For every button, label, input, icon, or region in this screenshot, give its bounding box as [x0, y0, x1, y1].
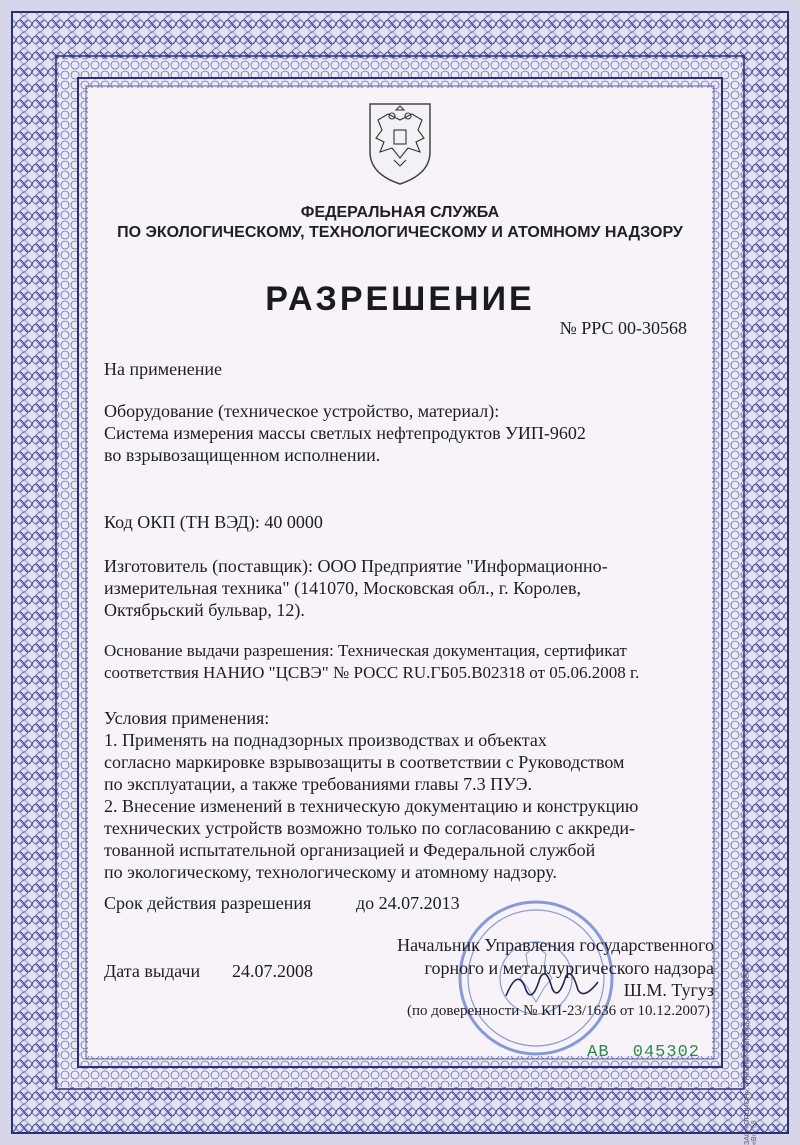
- equipment-line: Система измерения массы светлых нефтепродуктов УИП-9602: [104, 423, 586, 443]
- conditions-line: по эксплуатации, а также требованиями главы 7.3 ПУЭ.: [104, 774, 532, 794]
- manufacturer-line: Октябрьский бульвар, 12).: [104, 600, 305, 620]
- serial-series: АВ: [587, 1043, 610, 1062]
- signature: [500, 960, 610, 1010]
- agency-name-line2: ПО ЭКОЛОГИЧЕСКОМУ, ТЕХНОЛОГИЧЕСКОМУ И АТОМНОМУ НАДЗОРУ: [117, 224, 683, 241]
- equipment-line: во взрывозащищенном исполнении.: [104, 445, 381, 465]
- basis-line: соответствия НАНИО "ЦСВЭ" № РОСС RU.ГБ05.В02318 от 05.06.2008 г.: [104, 663, 640, 682]
- conditions-line: 1. Применять на поднадзорных производствах и объектах: [104, 730, 547, 750]
- signatory-name: Ш.М. Тугуз: [623, 980, 714, 1000]
- signatory-title-line1: Начальник Управления государственного: [397, 935, 714, 955]
- document-number: № РРС 00-30568: [559, 318, 687, 338]
- conditions-line: согласно маркировке взрывозащиты в соответствии с Руководством: [104, 752, 625, 772]
- coat-of-arms-emblem: [366, 100, 434, 186]
- manufacturer-line: измерительная техника" (141070, Московская обл., г. Королев,: [104, 578, 581, 598]
- manufacturer-line: Изготовитель (поставщик): ООО Предприятие "Информационно-: [104, 556, 608, 576]
- document-title: РАЗРЕШЕНИЕ: [265, 280, 535, 318]
- equipment-block: [104, 400, 586, 466]
- signatory-title-line2: горного и металлургического надзора: [424, 958, 714, 978]
- conditions-line: тованной испытательной организацией и Федеральной службой: [104, 840, 596, 860]
- manufacturer-block: [104, 555, 608, 621]
- basis-line: Основание выдачи разрешения: Техническая документация, сертификат: [104, 641, 627, 660]
- validity-value: до 24.07.2013: [356, 893, 460, 913]
- validity-label: Срок действия разрешения: [104, 893, 312, 913]
- serial-number: [587, 1043, 700, 1062]
- conditions-line: 2. Внесение изменений в техническую документацию и конструкцию: [104, 796, 639, 816]
- printer-note: ЗАО «ОПЦИОН», г. Нижний Новгород, 2008 г., уровень «В», т.8: [744, 967, 758, 1145]
- equipment-line: Оборудование (техническое устройство, материал):: [104, 401, 500, 421]
- agency-name-line1: ФЕДЕРАЛЬНАЯ СЛУЖБА: [300, 204, 500, 221]
- basis-block: [104, 640, 639, 684]
- conditions-line: Условия применения:: [104, 708, 270, 728]
- issue-date-label: Дата выдачи: [104, 961, 201, 981]
- conditions-line: технических устройств возможно только по согласованию с аккреди-: [104, 818, 635, 838]
- purpose-text: На применение: [104, 359, 223, 379]
- okp-code: Код ОКП (ТН ВЭД): 40 0000: [104, 512, 323, 532]
- conditions-block: [104, 707, 638, 883]
- serial-digits: 045302: [632, 1043, 700, 1062]
- issue-date-value: 24.07.2008: [232, 961, 313, 981]
- signatory-authority: (по доверенности № КП-23/1636 от 10.12.2007): [406, 1003, 710, 1019]
- conditions-line: по экологическому, технологическому и атомному надзору.: [104, 862, 557, 882]
